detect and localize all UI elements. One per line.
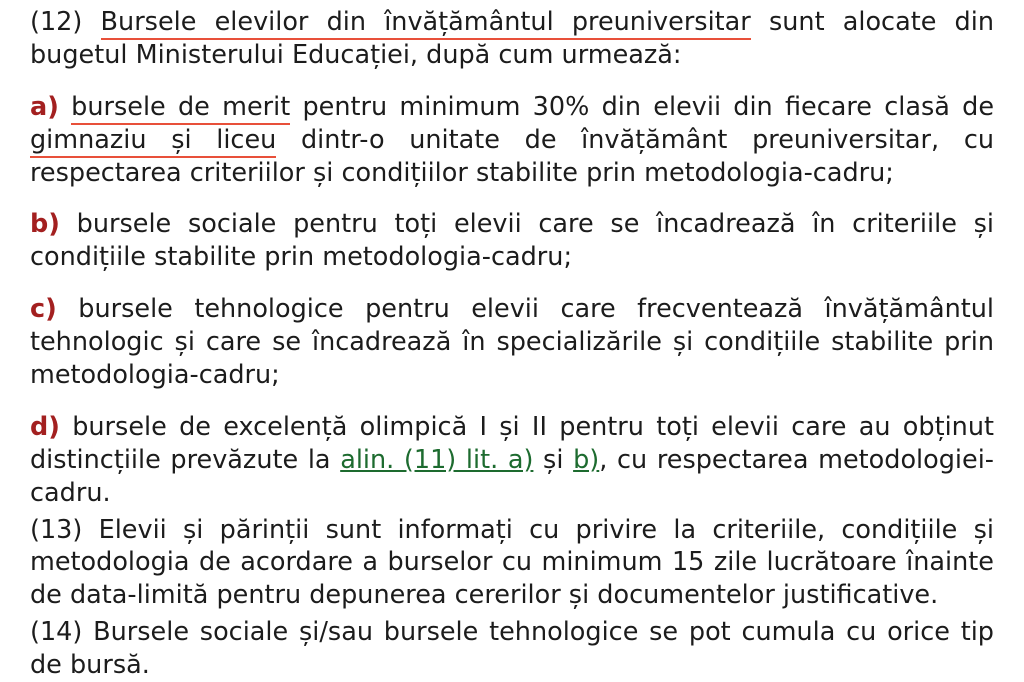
paragraph-item-a [30,91,994,190]
item-a-middle-text: pentru minimum 30% din elevii din fiecare clasă de [290,91,995,122]
paragraph-13-number: (13) [30,514,83,545]
item-d-text-before-link: bursele de excelență olimpică I și II pentru toți elevii care au obținut distincțiile prevăzute la [30,411,994,475]
paragraph-12-number: (12) [30,7,83,37]
paragraph-item-c [30,293,994,392]
paragraph-13 [30,514,994,613]
item-a-rest-text: dintr-o unitate de învățământ preuniversitar, cu respectarea criteriilor și condițiilor stabilite prin metodologia-cadru; [30,124,994,188]
list-marker-b: b) [30,209,60,240]
item-a-highlighted-phrase-1: bursele de merit [71,92,290,125]
paragraph-item-d [30,411,994,510]
paragraph-item-b [30,208,994,274]
item-c-text: bursele tehnologice pentru elevii care frecventează învățământul tehnologic și care se încadrează în specializările și condițiile stabilite prin metodologia-cadru; [30,294,994,391]
paragraph-14-text: Bursele sociale și/sau bursele tehnologice se pot cumula cu orice tip de bursă. [30,617,994,681]
item-a-highlighted-phrase-2: gimnaziu și liceu [30,125,276,158]
item-d-text-after-link: , cu respectarea metodologiei-cadru. [30,444,994,508]
link-alin-11-lit-a[interactable]: alin. (11) lit. a) [340,444,534,475]
paragraph-12-highlighted-phrase: Bursele elevilor din învățământul preuniversitar [101,7,751,40]
paragraph-13-text: Elevii și părinții sunt informați cu privire la criteriile, condițiile și metodologia de acordare a burselor cu minimum 15 zile lucrătoare înainte de data-limită pentru depunerea cererilor și documentelor justificative. [30,514,994,611]
paragraph-12-rest: sunt alocate din bugetul Ministerului Educației, după cum urmează: [30,7,994,70]
paragraph-14-number: (14) [30,617,83,648]
list-marker-d: d) [30,411,60,442]
item-b-text: bursele sociale pentru toți elevii care se încadrează în criteriile și condițiile stabilite prin metodologia-cadru; [30,209,994,273]
list-marker-c: c) [30,294,57,325]
list-marker-a: a) [30,91,59,122]
paragraph-14 [30,616,994,682]
link-lit-b[interactable]: b) [573,444,600,475]
paragraph-12 [30,6,994,72]
item-d-between-links: și [533,444,574,475]
